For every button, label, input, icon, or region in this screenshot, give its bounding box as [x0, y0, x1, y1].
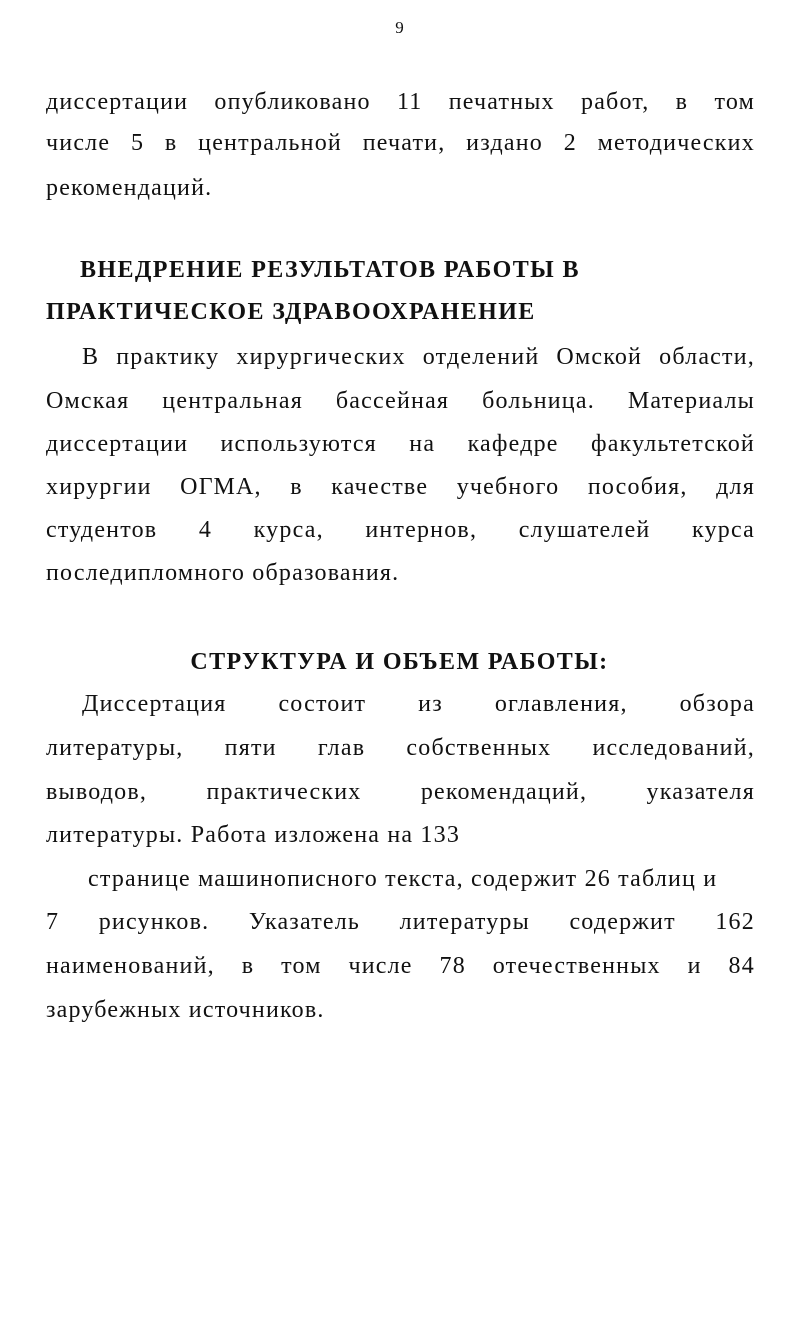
word: Омская [46, 388, 130, 414]
word: студентов [46, 517, 158, 543]
word: хирургических [236, 344, 406, 370]
word: из [418, 691, 443, 717]
word: том [281, 953, 322, 979]
word: рисунков. [98, 909, 210, 935]
paragraph-line: зарубежных источников. [46, 997, 325, 1023]
intro-line [46, 87, 755, 117]
word: работ, [581, 89, 650, 115]
word: пособия, [587, 474, 688, 500]
word: в [675, 89, 689, 115]
word: литературы [399, 909, 530, 935]
word: отечественных [492, 953, 661, 979]
word: интернов, [365, 517, 478, 543]
word: Материалы [627, 388, 755, 414]
paragraph-line [46, 733, 755, 763]
word: отделений [422, 344, 540, 370]
word: области, [659, 344, 755, 370]
word: опубликовано [214, 89, 371, 115]
word: практику [116, 344, 220, 370]
word: глав [317, 735, 366, 761]
word: диссертации [46, 89, 189, 115]
word: 7 [46, 909, 60, 935]
word: курса, [253, 517, 324, 543]
word: Диссертация [82, 691, 227, 717]
word: используются [220, 431, 377, 457]
word: Омской [556, 344, 643, 370]
word: практических [206, 779, 362, 805]
word: диссертации [46, 431, 189, 457]
paragraph-line [46, 429, 755, 459]
intro-line [46, 128, 755, 158]
paragraph-line [82, 342, 755, 372]
word: 11 [396, 89, 423, 115]
word: обзора [679, 691, 755, 717]
paragraph-line [46, 515, 755, 545]
paragraph-line: литературы. Работа изложена на 133 [46, 822, 461, 848]
word: слушателей [518, 517, 651, 543]
word: Указатель [248, 909, 361, 935]
paragraph-line [46, 472, 755, 502]
word: том [714, 89, 755, 115]
word: оглавления, [494, 691, 628, 717]
word: печатных [448, 89, 555, 115]
word: бассейная [335, 388, 450, 414]
word: факультетской [591, 431, 755, 457]
word: печати, [362, 130, 446, 156]
paragraph-line [46, 386, 755, 416]
word: содержит [569, 909, 676, 935]
word: 78 [439, 953, 466, 979]
word: издано [466, 130, 543, 156]
word: наименований, [46, 953, 215, 979]
section-heading: СТРУКТУРА И ОБЪЕМ РАБОТЫ: [190, 649, 609, 675]
word: В [82, 344, 100, 370]
word: больница. [482, 388, 595, 414]
word: хирургии [46, 474, 152, 500]
word: рекомендаций, [420, 779, 588, 805]
word: курса [692, 517, 755, 543]
page-number: 9 [395, 18, 404, 37]
word: собственных [406, 735, 552, 761]
word: на [409, 431, 436, 457]
word: 5 [130, 130, 145, 156]
word: центральная [162, 388, 303, 414]
word: 2 [563, 130, 577, 156]
paragraph-line: странице машинописного текста, содержит 26 таблиц и [88, 866, 718, 892]
paragraph-line [46, 777, 755, 807]
word: и [687, 953, 702, 979]
word: в [290, 474, 303, 500]
word: указателя [646, 779, 755, 805]
word: исследований, [592, 735, 755, 761]
word: числе [348, 953, 413, 979]
word: выводов, [46, 779, 148, 805]
paragraph-line [82, 689, 755, 719]
word: в [164, 130, 178, 156]
section-heading: ПРАКТИЧЕСКОЕ ЗДРАВООХРАНЕНИЕ [46, 299, 536, 325]
word: числе [46, 130, 111, 156]
word: для [716, 474, 755, 500]
word: литературы, [46, 735, 184, 761]
paragraph-line: последипломного образования. [46, 560, 400, 586]
word: ОГМА, [180, 474, 262, 500]
word: в [241, 953, 255, 979]
word: кафедре [467, 431, 559, 457]
word: 4 [198, 517, 213, 543]
section-heading: ВНЕДРЕНИЕ РЕЗУЛЬТАТОВ РАБОТЫ В [80, 257, 580, 283]
word: 84 [728, 953, 755, 979]
intro-line: рекомендаций. [46, 175, 213, 201]
word: 162 [715, 909, 755, 935]
word: состоит [278, 691, 367, 717]
paragraph-line [46, 951, 755, 981]
paragraph-line [46, 907, 755, 937]
word: центральной [198, 130, 342, 156]
word: учебного [456, 474, 560, 500]
word: качестве [331, 474, 429, 500]
word: пяти [224, 735, 277, 761]
word: методических [597, 130, 755, 156]
